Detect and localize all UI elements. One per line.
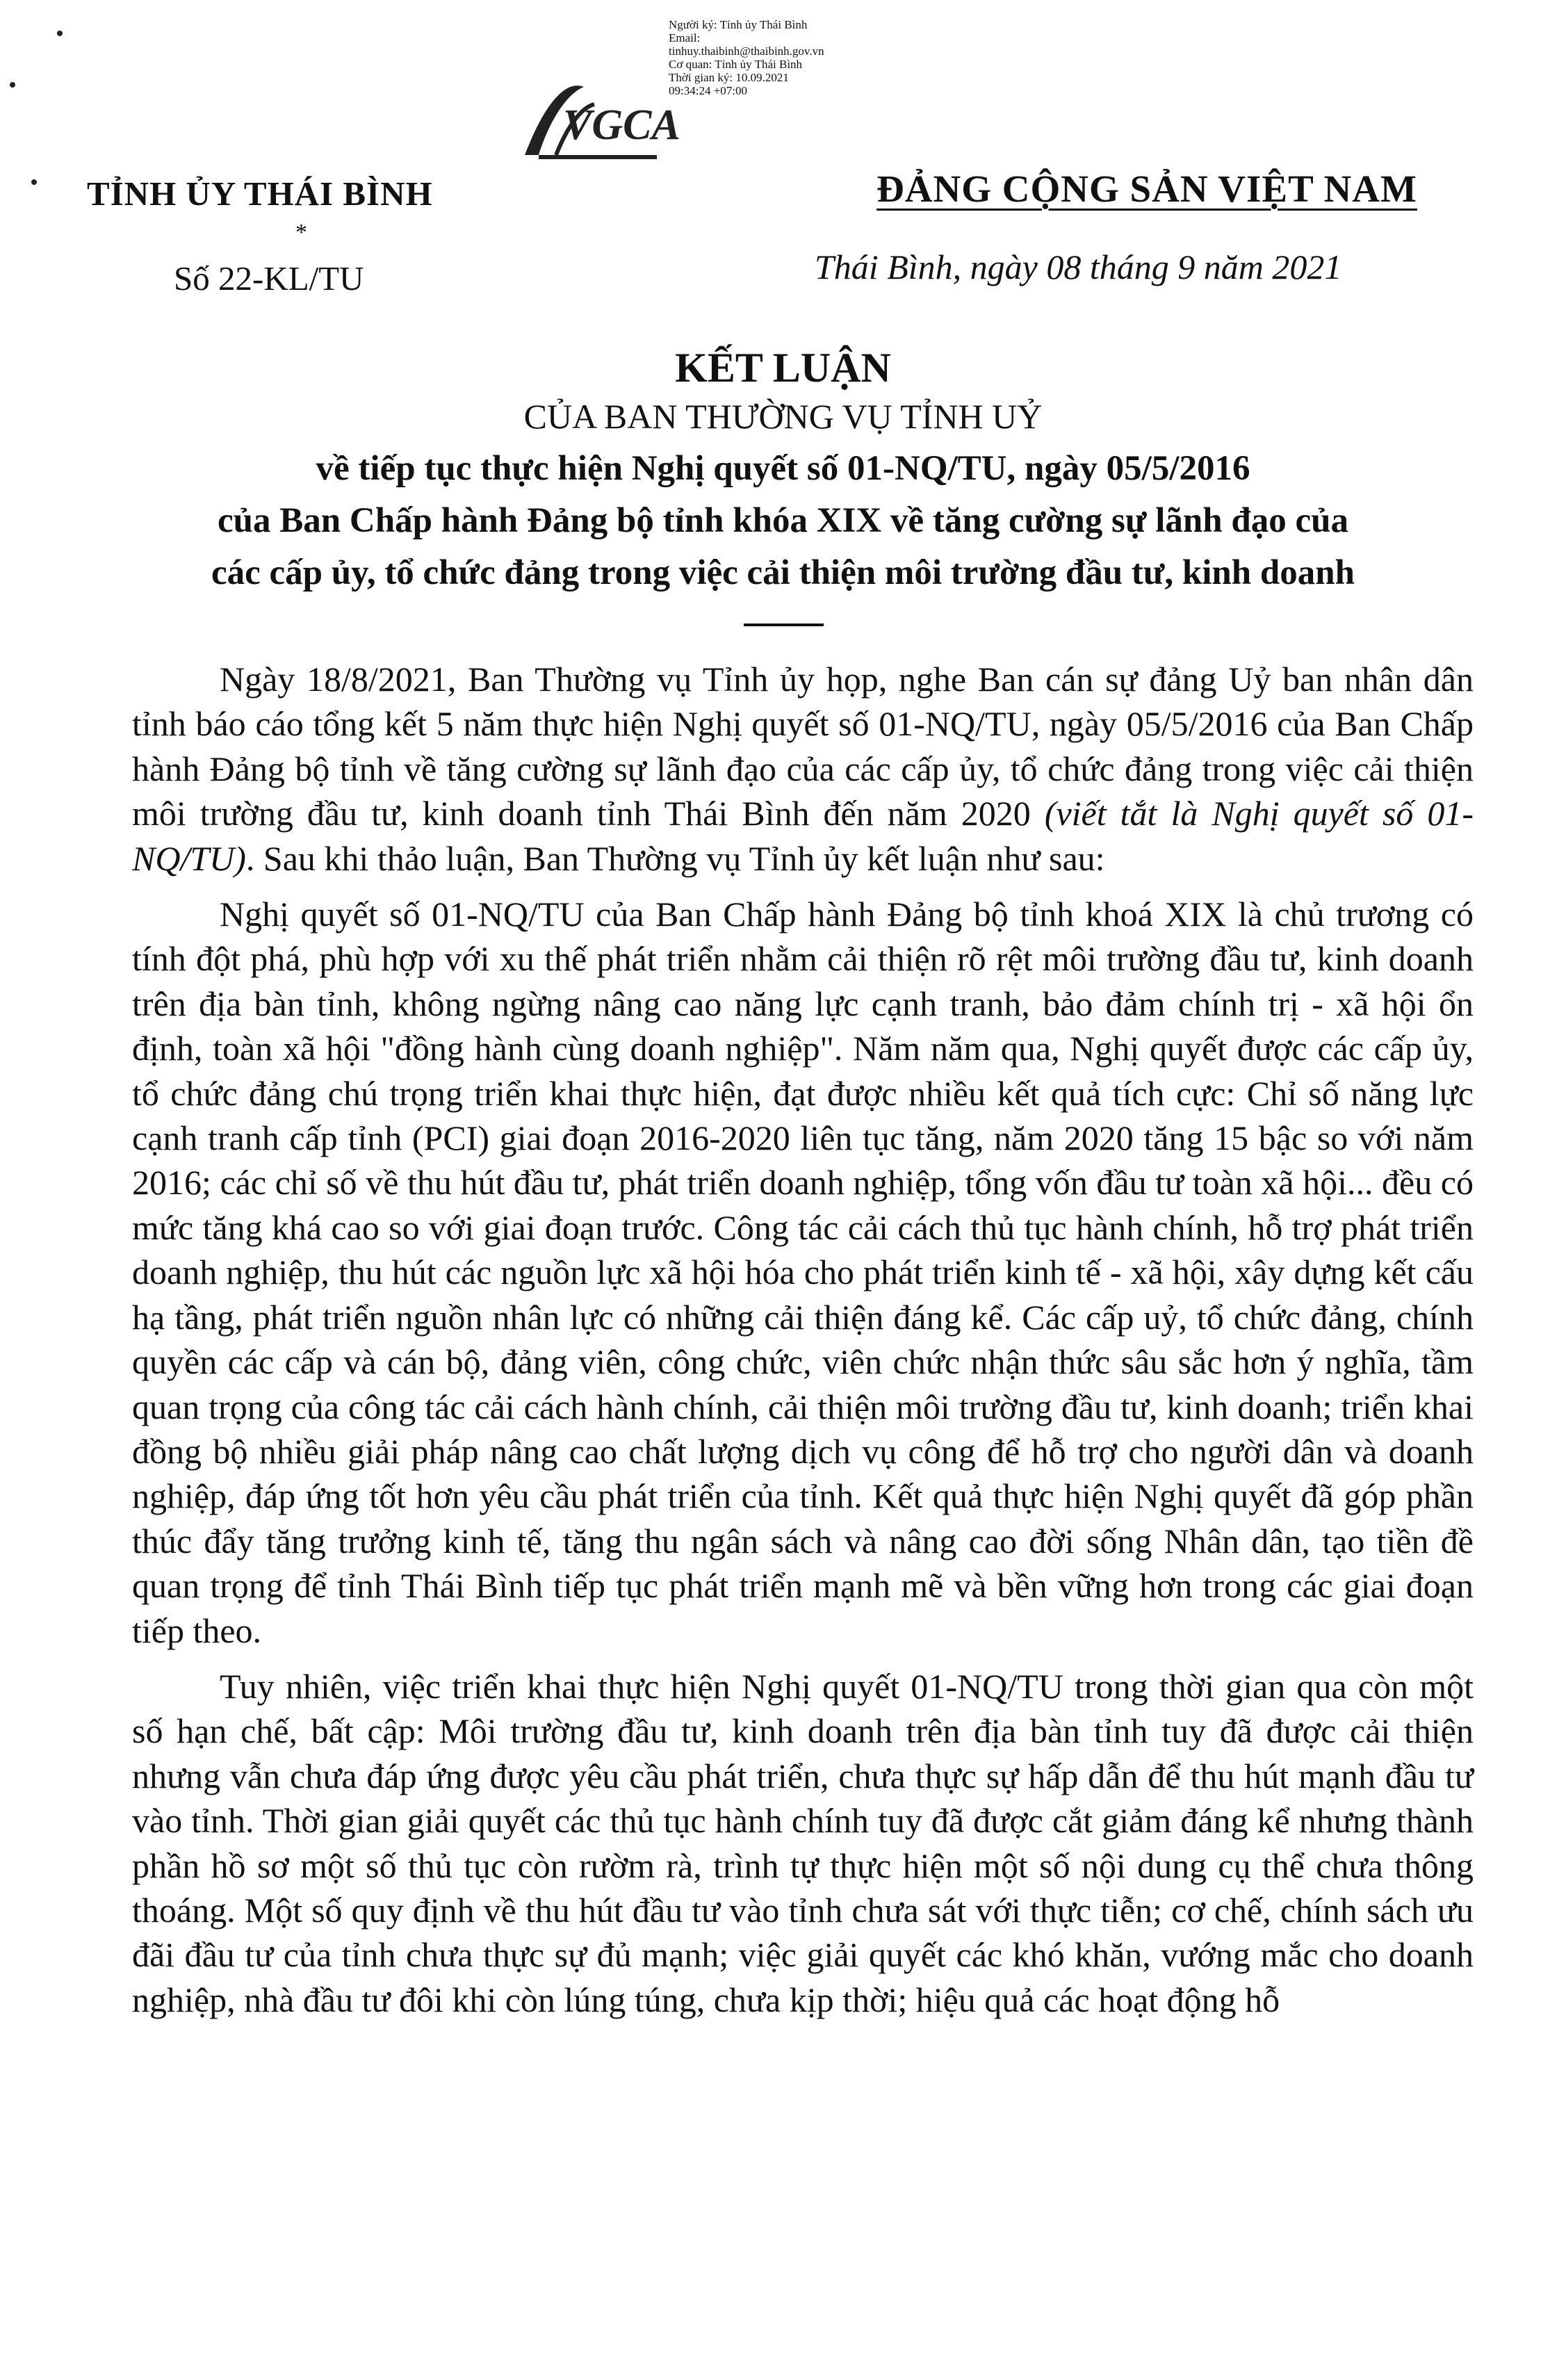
paragraph-intro-text: Ngày 18/8/2021, Ban Thường vụ Tỉnh ủy họp, nghe Ban cán sự đảng Uỷ ban nhân dân tỉnh báo cáo tổng kết 5 năm thực hiện Nghị quyết số 01-NQ/TU, ngày 05/5/2016 của Ban Chấp hành Đảng bộ tỉnh về tăng cường sự lãnh đạo của các cấp ủy, tổ chức đảng trong việc cải thiện môi trường đầu tư, kinh doanh tỉnh Thái Bình đến năm 2020 [132, 660, 1474, 833]
abbreviation-note: (viết tắt là Nghị quyết số 01-NQ/TU) [132, 794, 1474, 878]
issuing-body: CỦA BAN THƯỜNG VỤ TỈNH UỶ [523, 397, 1043, 436]
document-number: Số 22-KL/TU [174, 259, 364, 298]
subject-line: của Ban Chấp hành Đảng bộ tỉnh khóa XIX về tăng cường sự lãnh đạo của [218, 501, 1348, 540]
scan-mark [57, 31, 63, 36]
paragraph-limitations: Tuy nhiên, việc triển khai thực hiện Nghị quyết 01-NQ/TU trong thời gian qua còn một số hạn chế, bất cập: Môi trường đầu tư, kinh doanh trên địa bàn tỉnh tuy đã được cải thiện nhưng vẫn chưa đáp ứng được yêu cầu phát triển, chưa thực sự hấp dẫn để thu hút mạnh đầu tư vào tỉnh. Thời gian giải quyết các thủ tục hành chính tuy đã được cắt giảm đáng kể nhưng thành phần hồ sơ một số thủ tục còn rườm rà, trình tự thực hiện một số nội dung cụ thể chưa thông thoáng. Một số quy định về thu hút đầu tư vào tỉnh chưa sát với thực tiễn; cơ chế, chính sách ưu đãi đầu tư của tỉnh chưa thực sự đủ mạnh; việc giải quyết các khó khăn, vướng mắc cho doanh nghiệp, nhà đầu tư đôi khi còn lúng túng, chưa kịp thời; hiệu quả các hoạt động hỗ [132, 1666, 1474, 2019]
paragraph-results: Nghị quyết số 01-NQ/TU của Ban Chấp hành Đảng bộ tỉnh khoá XIX là chủ trương có tính đột phá, phù hợp với xu thế phát triển nhằm cải thiện rõ rệt môi trường đầu tư, kinh doanh trên địa bàn tỉnh, không ngừng nâng cao năng lực cạnh tranh, bảo đảm chính trị - xã hội ổn định, toàn xã hội "đồng hành cùng doanh nghiệp". Năm năm qua, Nghị quyết được các cấp ủy, tổ chức đảng chú trọng triển khai thực hiện, đạt được nhiều kết quả tích cực: Chỉ số năng lực cạnh tranh cấp tỉnh (PCI) giai đoạn 2016-2020 liên tục tăng, năm 2020 tăng 15 bậc so với năm 2016; các chỉ số về thu hút đầu tư, phát triển doanh nghiệp, tổng vốn đầu tư toàn xã hội... đều có mức tăng khá cao so với giai đoạn trước. Công tác cải cách thủ tục hành chính, hỗ trợ phát triển doanh nghiệp, thu hút các nguồn lực xã hội hóa cho phát triển kinh tế - xã hội, xây dựng kết cấu hạ tầng, phát triển nguồn nhân lực có những cải thiện đáng kể. Các cấp uỷ, tổ chức đảng, chính quyền các cấp và cán bộ, đảng viên, công chức, viên chức nhận thức sâu sắc hơn ý nghĩa, tầm quan trọng của công tác cải cách hành chính, cải thiện môi trường đầu tư, kinh doanh; triển khai đồng bộ nhiều giải pháp nâng cao chất lượng dịch vụ công để hỗ trợ cho người dân và doanh nghiệp, đáp ứng tốt hơn yêu cầu phát triển của tỉnh. Kết quả thực hiện Nghị quyết đã góp phần thúc đẩy tăng trưởng kinh tế, tăng thu ngân sách và nâng cao đời sống Nhân dân, tạo tiền đề quan trọng để tỉnh Thái Bình tiếp tục phát triển mạnh mẽ và bền vững hơn trong các giai đoạn tiếp theo. [132, 895, 1474, 1650]
party-name: ĐẢNG CỘNG SẢN VIỆT NAM [876, 168, 1417, 210]
title-divider [744, 623, 824, 626]
signature-agency: Cơ quan: Tỉnh ủy Thái Bình [669, 58, 803, 71]
signature-signer: Người ký: Tỉnh ủy Thái Bình [669, 18, 808, 31]
issuing-organization: TỈNH ỦY THÁI BÌNH [87, 174, 433, 213]
subject-line: các cấp ủy, tổ chức đảng trong việc cải thiện môi trường đầu tư, kinh doanh [211, 553, 1355, 592]
digital-signature-info [669, 18, 829, 97]
paragraph-intro-end: . Sau khi thảo luận, Ban Thường vụ Tỉnh ủy kết luận như sau: [245, 838, 1105, 878]
scan-mark [10, 82, 15, 88]
scan-mark [31, 179, 37, 185]
paragraph-intro [132, 657, 1474, 881]
vgca-logo-text: VGCA [563, 101, 680, 149]
document-body [132, 657, 1474, 2033]
document-type-title: KẾT LUẬN [675, 345, 891, 391]
subject-line: về tiếp tục thực hiện Nghị quyết số 01-NQ/TU, ngày 05/5/2016 [316, 449, 1250, 488]
signature-time: Thời gian ký: 10.09.2021 09:34:24 +07:00 [669, 71, 789, 97]
vgca-logo [518, 73, 680, 163]
signature-email: Email: tinhuy.thaibinh@thaibinh.gov.vn [669, 31, 824, 58]
header-star: * [295, 220, 307, 245]
place-and-date: Thái Bình, ngày 08 tháng 9 năm 2021 [815, 247, 1342, 286]
